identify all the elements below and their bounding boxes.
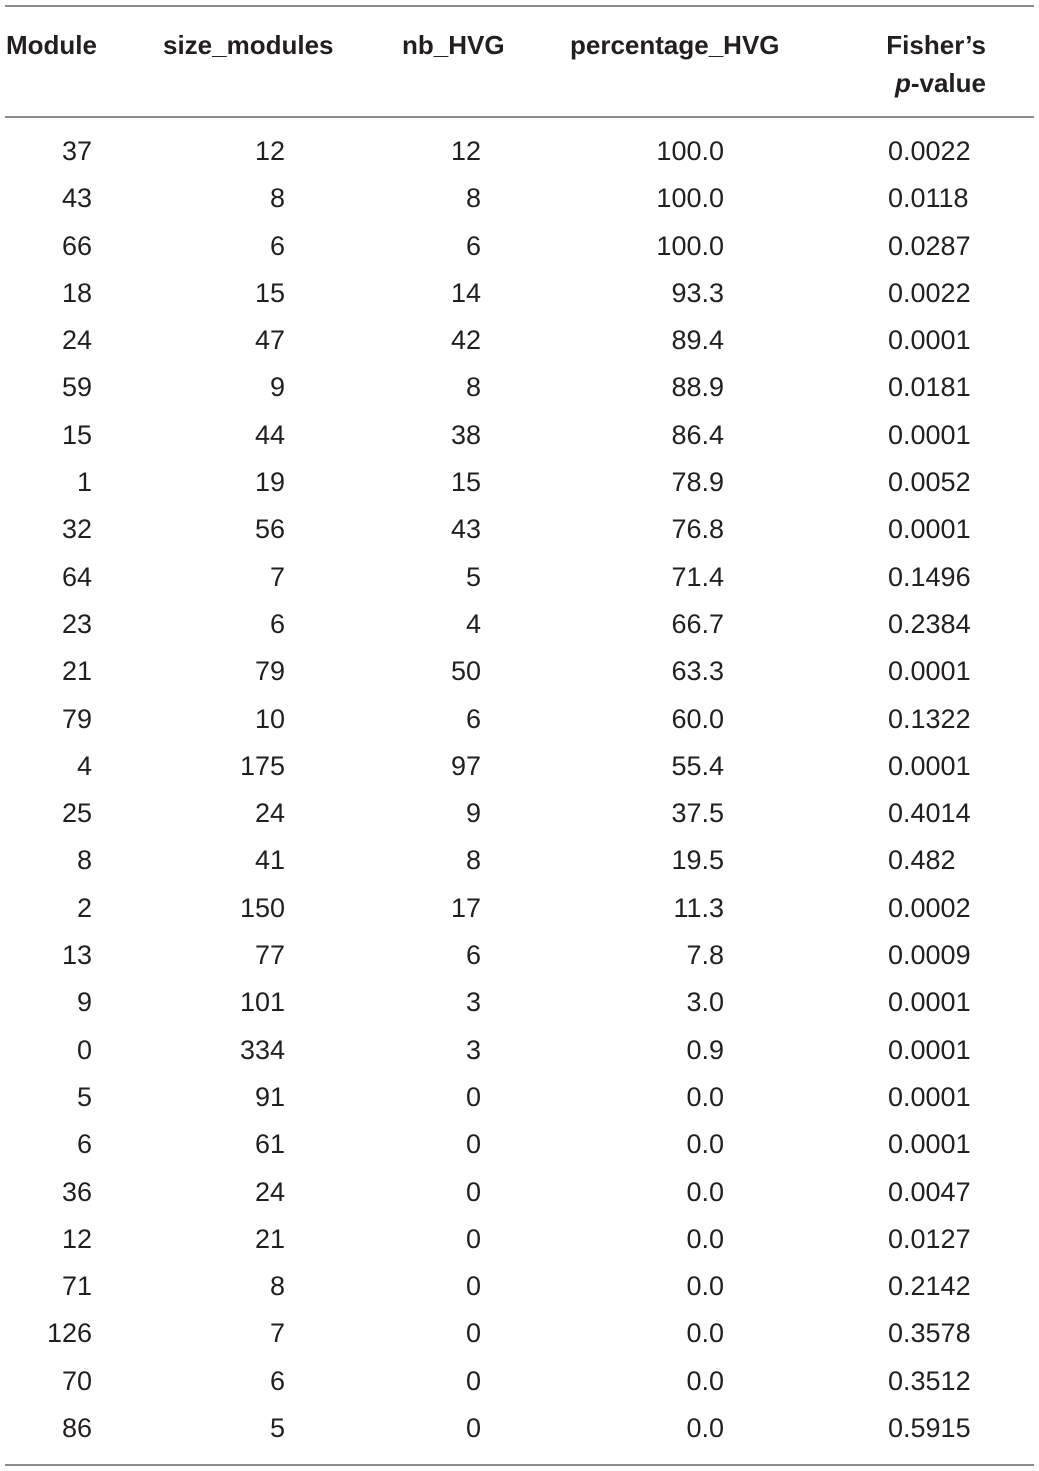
cell-fisher-p-value: 0.0001 — [888, 1081, 971, 1112]
table-row — [0, 317, 1039, 364]
cell-percentage-hvg: 0.0 — [686, 1081, 724, 1112]
cell-nb-hvg: 0 — [465, 1413, 481, 1444]
table-row — [0, 932, 1039, 979]
cell-percentage-hvg: 19.5 — [671, 845, 724, 876]
table-row — [0, 1216, 1039, 1263]
cell-percentage-hvg: 3.0 — [686, 987, 724, 1018]
cell-module: 66 — [61, 230, 92, 261]
cell-fisher-p-value: 0.0127 — [888, 1223, 971, 1254]
cell-module: 0 — [76, 1034, 92, 1065]
cell-module: 25 — [61, 798, 92, 829]
cell-percentage-hvg: 0.0 — [686, 1318, 724, 1349]
table-row — [0, 1358, 1039, 1405]
header-size-modules: size_modules — [163, 30, 334, 60]
cell-nb-hvg: 3 — [465, 987, 481, 1018]
cell-size-modules: 41 — [254, 845, 285, 876]
cell-percentage-hvg: 60.0 — [671, 703, 724, 734]
table-row — [0, 1121, 1039, 1168]
table-row — [0, 1405, 1039, 1452]
cell-fisher-p-value: 0.0052 — [888, 467, 971, 498]
table-row — [0, 979, 1039, 1026]
table-row — [0, 1169, 1039, 1216]
cell-fisher-p-value: 0.2142 — [888, 1271, 971, 1302]
cell-module: 23 — [61, 608, 92, 639]
cell-fisher-p-value: 0.3578 — [888, 1318, 971, 1349]
cell-size-modules: 8 — [269, 183, 285, 214]
cell-module: 64 — [61, 561, 92, 592]
table-row — [0, 601, 1039, 648]
table-row — [0, 223, 1039, 270]
table-header — [0, 26, 1039, 106]
cell-size-modules: 21 — [254, 1223, 285, 1254]
cell-percentage-hvg: 0.0 — [686, 1413, 724, 1444]
cell-percentage-hvg: 0.0 — [686, 1129, 724, 1160]
cell-percentage-hvg: 71.4 — [671, 561, 724, 592]
cell-module: 5 — [76, 1081, 92, 1112]
cell-nb-hvg: 8 — [465, 183, 481, 214]
cell-module: 8 — [76, 845, 92, 876]
header-nb-hvg: nb_HVG — [402, 30, 505, 60]
cell-size-modules: 101 — [239, 987, 285, 1018]
cell-size-modules: 47 — [254, 325, 285, 356]
cell-module: 126 — [46, 1318, 92, 1349]
cell-fisher-p-value: 0.2384 — [888, 608, 971, 639]
cell-fisher-p-value: 0.0287 — [888, 230, 971, 261]
cell-percentage-hvg: 11.3 — [673, 892, 724, 923]
cell-size-modules: 9 — [269, 372, 285, 403]
cell-nb-hvg: 97 — [450, 750, 481, 781]
cell-fisher-p-value: 0.0009 — [888, 940, 971, 971]
cell-size-modules: 7 — [269, 561, 285, 592]
header-percentage-hvg: percentage_HVG — [570, 30, 780, 60]
cell-percentage-hvg: 7.8 — [686, 940, 724, 971]
cell-size-modules: 12 — [254, 136, 285, 166]
header-module: Module — [6, 30, 97, 60]
cell-percentage-hvg: 0.0 — [686, 1223, 724, 1254]
cell-size-modules: 15 — [254, 277, 285, 308]
cell-nb-hvg: 14 — [450, 277, 481, 308]
cell-fisher-p-value: 0.0002 — [888, 892, 971, 923]
cell-size-modules: 61 — [254, 1129, 285, 1160]
table-bottom-rule — [5, 1464, 1034, 1466]
cell-module: 15 — [61, 419, 92, 450]
table-row — [0, 1074, 1039, 1121]
cell-module: 43 — [61, 183, 92, 214]
cell-module: 13 — [61, 940, 92, 971]
cell-module: 9 — [76, 987, 92, 1018]
cell-percentage-hvg: 0.9 — [686, 1034, 724, 1065]
cell-nb-hvg: 0 — [465, 1223, 481, 1254]
cell-nb-hvg: 50 — [450, 656, 481, 687]
cell-percentage-hvg: 100.0 — [656, 136, 724, 166]
cell-fisher-p-value: 0.1322 — [888, 703, 971, 734]
cell-fisher-p-value: 0.3512 — [888, 1365, 971, 1396]
cell-nb-hvg: 0 — [465, 1081, 481, 1112]
cell-nb-hvg: 12 — [450, 136, 481, 166]
table-row — [0, 648, 1039, 695]
cell-module: 4 — [76, 750, 92, 781]
cell-percentage-hvg: 76.8 — [671, 514, 724, 545]
cell-percentage-hvg: 0.0 — [686, 1176, 724, 1207]
cell-nb-hvg: 15 — [450, 467, 481, 498]
cell-size-modules: 6 — [269, 608, 285, 639]
table-row — [0, 837, 1039, 884]
cell-percentage-hvg: 88.9 — [671, 372, 724, 403]
cell-fisher-p-value: 0.0001 — [888, 1034, 971, 1065]
cell-percentage-hvg: 93.3 — [671, 277, 724, 308]
cell-module: 59 — [61, 372, 92, 403]
table-row — [0, 506, 1039, 553]
cell-size-modules: 5 — [269, 1413, 285, 1444]
cell-percentage-hvg: 55.4 — [671, 750, 724, 781]
cell-percentage-hvg: 78.9 — [671, 467, 724, 498]
cell-size-modules: 8 — [269, 1271, 285, 1302]
cell-nb-hvg: 17 — [450, 892, 481, 923]
cell-module: 37 — [61, 136, 92, 166]
table-row — [0, 270, 1039, 317]
cell-size-modules: 175 — [239, 750, 285, 781]
header-fisher-rest: -value — [910, 68, 986, 98]
cell-module: 70 — [61, 1365, 92, 1396]
cell-size-modules: 6 — [269, 1365, 285, 1396]
cell-fisher-p-value: 0.0118 — [888, 183, 969, 214]
cell-size-modules: 91 — [254, 1081, 285, 1112]
cell-module: 86 — [61, 1413, 92, 1444]
cell-percentage-hvg: 37.5 — [671, 798, 724, 829]
cell-nb-hvg: 0 — [465, 1176, 481, 1207]
cell-fisher-p-value: 0.0001 — [888, 656, 971, 687]
cell-percentage-hvg: 100.0 — [656, 230, 724, 261]
cell-size-modules: 79 — [254, 656, 285, 687]
cell-size-modules: 24 — [254, 1176, 285, 1207]
table-row — [0, 175, 1039, 222]
cell-nb-hvg: 0 — [465, 1318, 481, 1349]
cell-fisher-p-value: 0.1496 — [888, 561, 971, 592]
cell-nb-hvg: 6 — [465, 230, 481, 261]
cell-size-modules: 19 — [254, 467, 285, 498]
cell-percentage-hvg: 100.0 — [656, 183, 724, 214]
cell-fisher-p-value: 0.5915 — [888, 1413, 971, 1444]
cell-size-modules: 56 — [254, 514, 285, 545]
cell-size-modules: 10 — [254, 703, 285, 734]
cell-module: 71 — [61, 1271, 92, 1302]
table-row — [0, 696, 1039, 743]
table-row — [0, 885, 1039, 932]
cell-size-modules: 7 — [269, 1318, 285, 1349]
cell-nb-hvg: 0 — [465, 1365, 481, 1396]
cell-module: 2 — [76, 892, 92, 923]
table-row — [0, 1310, 1039, 1357]
table-header-rule — [5, 116, 1034, 118]
cell-size-modules: 334 — [239, 1034, 285, 1065]
cell-fisher-p-value: 0.0001 — [888, 750, 971, 781]
cell-percentage-hvg: 63.3 — [671, 656, 724, 687]
cell-percentage-hvg: 0.0 — [686, 1365, 724, 1396]
cell-size-modules: 150 — [239, 892, 285, 923]
cell-size-modules: 6 — [269, 230, 285, 261]
cell-percentage-hvg: 0.0 — [686, 1271, 724, 1302]
cell-module: 24 — [61, 325, 92, 356]
cell-module: 32 — [61, 514, 92, 545]
table-row — [0, 412, 1039, 459]
header-fisher-p: p — [894, 68, 911, 98]
cell-nb-hvg: 38 — [450, 419, 481, 450]
cell-nb-hvg: 4 — [465, 608, 481, 639]
cell-fisher-p-value: 0.482 — [888, 845, 956, 876]
cell-nb-hvg: 0 — [465, 1129, 481, 1160]
cell-percentage-hvg: 89.4 — [671, 325, 724, 356]
cell-nb-hvg: 5 — [465, 561, 481, 592]
table-row — [0, 1027, 1039, 1074]
cell-size-modules: 24 — [254, 798, 285, 829]
header-fisher-p-value — [886, 26, 986, 102]
cell-module: 1 — [76, 467, 92, 498]
table-row — [0, 790, 1039, 837]
cell-module: 18 — [61, 277, 92, 308]
cell-nb-hvg: 8 — [465, 845, 481, 876]
table-row — [0, 364, 1039, 411]
table-row — [0, 128, 1039, 175]
cell-fisher-p-value: 0.0001 — [888, 514, 971, 545]
cell-fisher-p-value: 0.0022 — [888, 136, 971, 166]
cell-module: 21 — [61, 656, 92, 687]
cell-percentage-hvg: 66.7 — [671, 608, 724, 639]
cell-size-modules: 77 — [254, 940, 285, 971]
cell-fisher-p-value: 0.4014 — [888, 798, 971, 829]
table-row — [0, 459, 1039, 506]
cell-nb-hvg: 9 — [465, 798, 481, 829]
header-fisher-line1: Fisher’s — [886, 30, 986, 60]
cell-fisher-p-value: 0.0001 — [888, 987, 971, 1018]
cell-module: 12 — [61, 1223, 92, 1254]
header-fisher-line2 — [886, 64, 986, 102]
table-body — [0, 128, 1039, 1452]
table-top-rule — [5, 5, 1034, 7]
table-row — [0, 554, 1039, 601]
cell-fisher-p-value: 0.0181 — [888, 372, 971, 403]
cell-size-modules: 44 — [254, 419, 285, 450]
cell-nb-hvg: 3 — [465, 1034, 481, 1065]
cell-percentage-hvg: 86.4 — [671, 419, 724, 450]
cell-nb-hvg: 0 — [465, 1271, 481, 1302]
cell-module: 36 — [61, 1176, 92, 1207]
cell-fisher-p-value: 0.0001 — [888, 419, 971, 450]
cell-nb-hvg: 6 — [465, 940, 481, 971]
cell-fisher-p-value: 0.0001 — [888, 325, 971, 356]
cell-nb-hvg: 43 — [450, 514, 481, 545]
table-row — [0, 1263, 1039, 1310]
cell-fisher-p-value: 0.0047 — [888, 1176, 971, 1207]
cell-nb-hvg: 6 — [465, 703, 481, 734]
cell-module: 79 — [61, 703, 92, 734]
cell-nb-hvg: 42 — [450, 325, 481, 356]
cell-nb-hvg: 8 — [465, 372, 481, 403]
cell-fisher-p-value: 0.0022 — [888, 277, 971, 308]
table-row — [0, 743, 1039, 790]
cell-module: 6 — [76, 1129, 92, 1160]
cell-fisher-p-value: 0.0001 — [888, 1129, 971, 1160]
